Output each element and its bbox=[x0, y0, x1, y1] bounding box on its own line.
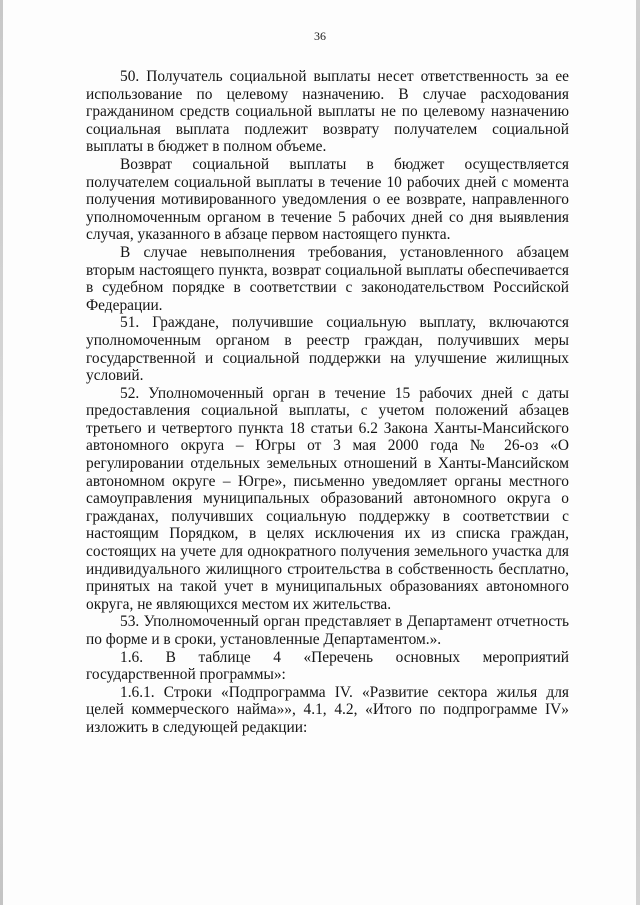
paragraph-52: 52. Уполномоченный орган в течение 15 рабочих дней с даты предоставления социальной выплаты, с учетом положений абзацев третьего и четвертого пункта 18 статьи 6.2 Закона Ханты-Мансийского автономного округа – Югры от 3 мая 2000 года № 26-оз «О регулировании отдельных земельных отношений в Ханты-Мансийском автономном округе – Югре», письменно уведомляет органы местного самоуправления муниципальных образований автономного округа о гражданах, получивших социальную поддержку в соответствии с настоящим Порядком, в целях исключения их из списка граждан, состоящих на учете для однократного получения земельного участка для индивидуального жилищного строительства в собственность бесплатно, принятых на такой учет в муниципальных образованиях автономного округа, не являющихся местом их жительства. bbox=[86, 384, 569, 613]
scan-edge-right bbox=[636, 0, 640, 905]
paragraph-1-6-1: 1.6.1. Строки «Подпрограмма IV. «Развитие сектора жилья для целей коммерческого найма»», 4.1, 4.2, «Итого по подпрограмме IV» изложить в следующей редакции: bbox=[86, 683, 569, 736]
paragraph-53: 53. Уполномоченный орган представляет в Департамент отчетность по форме и в сроки, установленные Департаментом.». bbox=[86, 613, 569, 648]
paragraph-51: 51. Граждане, получившие социальную выплату, включаются уполномоченным органом в реестр граждан, получивших меры государственной и социальной поддержки на улучшение жилищных условий. bbox=[86, 314, 569, 385]
paragraph-court-order: В случае невыполнения требования, установленного абзацем вторым настоящего пункта, возврат социальной выплаты обеспечивается в судебном порядке в соответствии с законодательством Российской Федерации. bbox=[86, 243, 569, 314]
paragraph-1-6: 1.6. В таблице 4 «Перечень основных мероприятий государственной программы»: bbox=[86, 648, 569, 684]
document-body bbox=[86, 68, 569, 737]
paragraph-refund-term: Возврат социальной выплаты в бюджет осуществляется получателем социальной выплаты в течение 10 рабочих дней с момента получения мотивированного уведомления о ее возврате, направленного уполномоченным органом в течение 5 рабочих дней со дня выявления случая, указанного в абзаце первом настоящего пункта. bbox=[86, 155, 569, 244]
paragraph-50: 50. Получатель социальной выплаты несет ответственность за ее использование по целевому назначению. В случае расходования гражданином средств социальной выплаты не по целевому назначению социальная выплата подлежит возврату получателем социальной выплаты в бюджет в полном объеме. bbox=[86, 68, 569, 156]
scan-edge-left bbox=[0, 0, 3, 905]
page-number: 36 bbox=[314, 29, 326, 43]
